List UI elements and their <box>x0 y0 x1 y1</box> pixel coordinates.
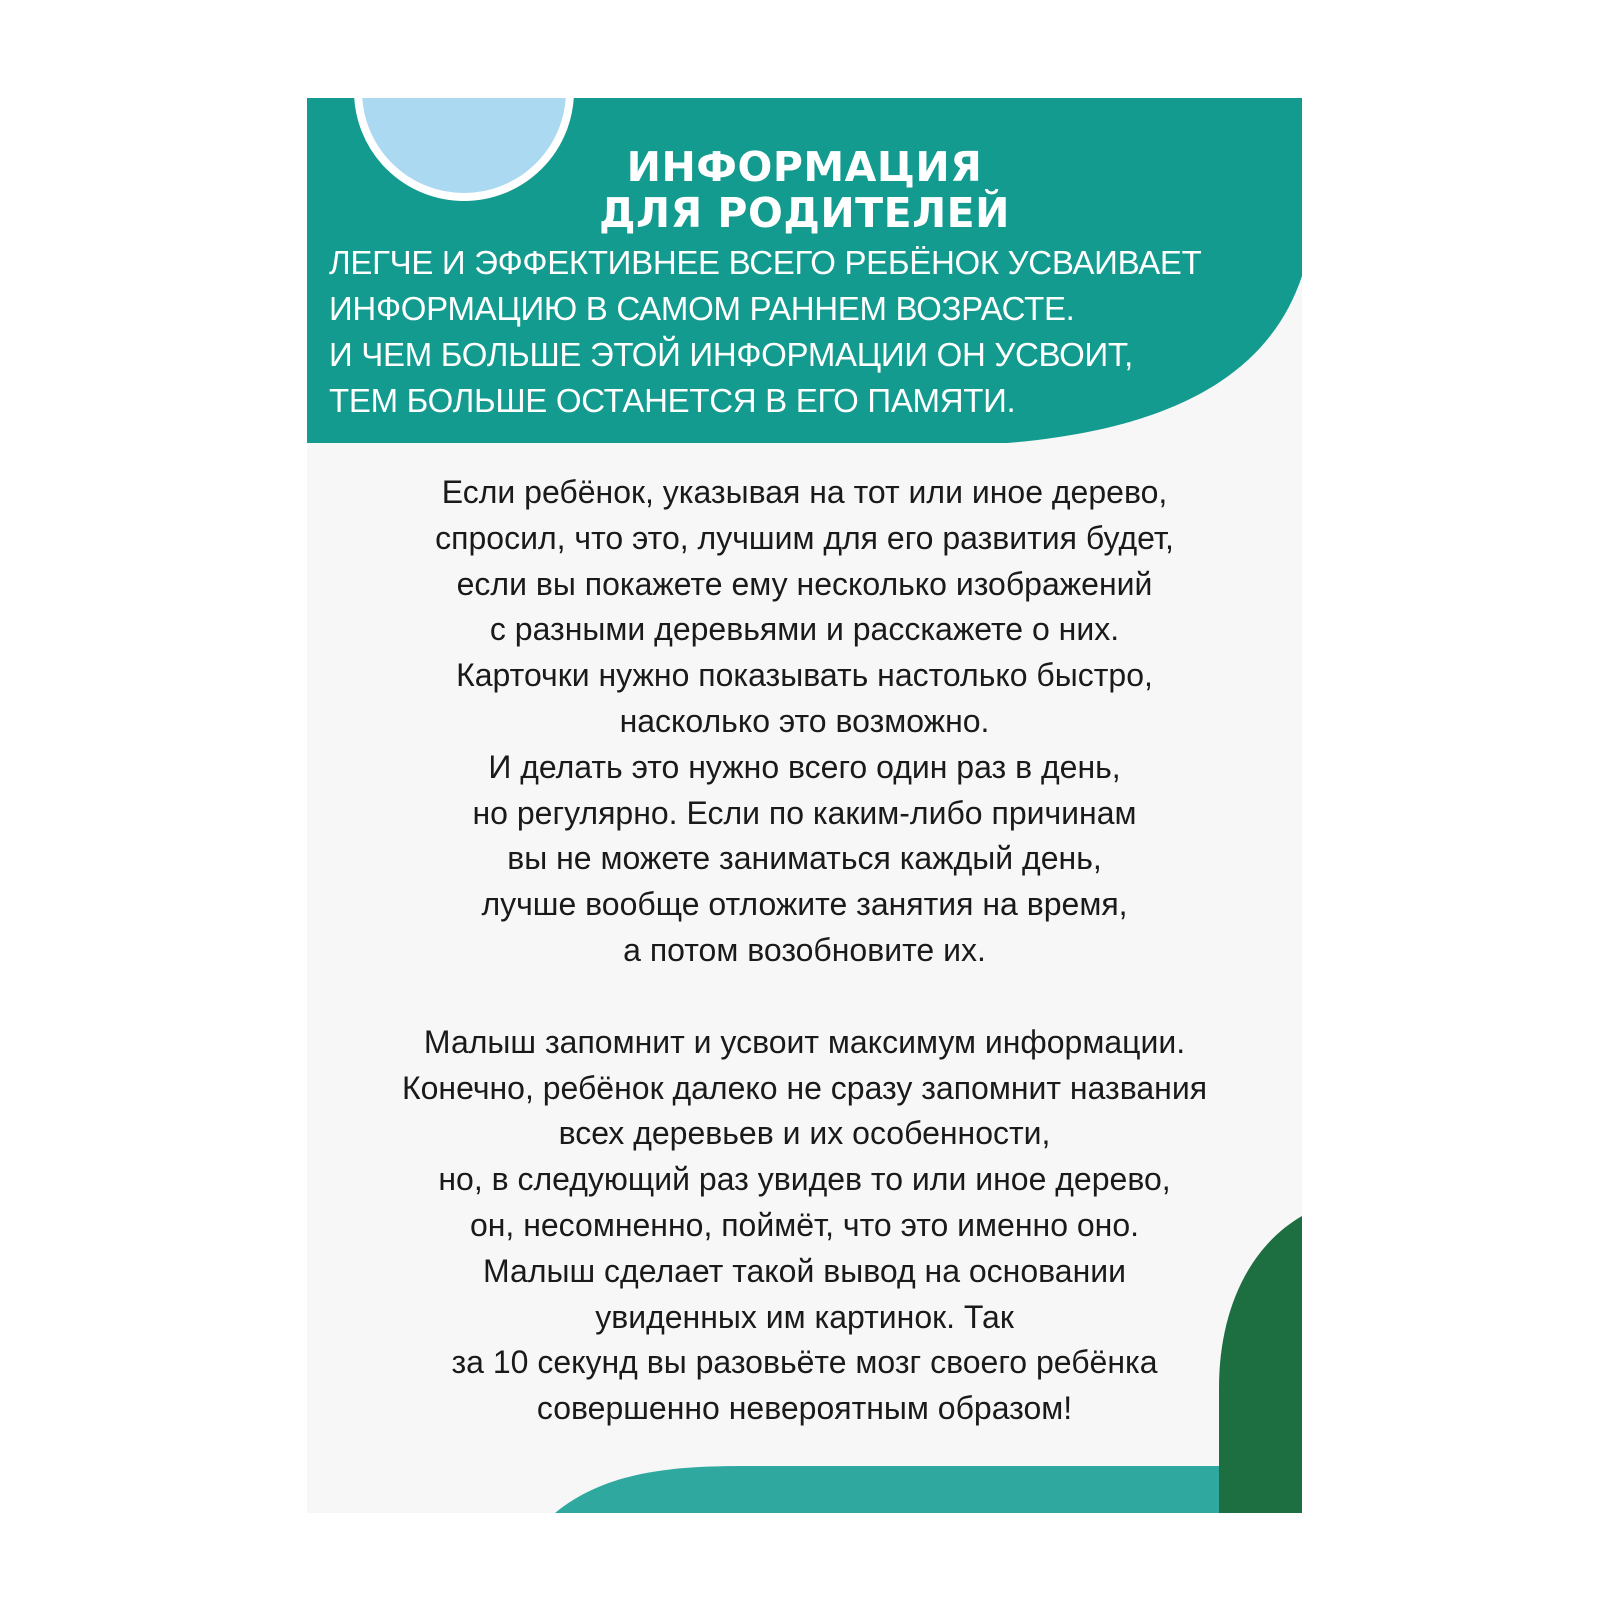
body-line: спросил, что это, лучшим для его развития будет, <box>435 519 1174 556</box>
body-line: Карточки нужно показывать настолько быстро, <box>456 657 1153 694</box>
body-text <box>307 470 1302 1432</box>
title-line: ИНФОРМАЦИЯ <box>626 143 983 191</box>
title-line: ДЛЯ РОДИТЕЛЕЙ <box>599 189 1010 237</box>
body-line: Если ребёнок, указывая на тот или иное дерево, <box>441 474 1168 510</box>
page-title <box>307 144 1302 236</box>
body-line: но, в следующий раз увидев то или иное дерево, <box>438 1161 1171 1198</box>
body-line: Малыш сделает такой вывод на основании <box>483 1252 1126 1289</box>
body-line: увиденных им картинок. Так <box>595 1298 1014 1335</box>
body-line: а потом возобновите их. <box>623 931 986 968</box>
body-line: насколько это возможно. <box>619 702 990 739</box>
body-line: за 10 секунд вы разовьёте мозг своего ребёнка <box>451 1344 1158 1381</box>
body-line: с разными деревьями и расскажете о них. <box>489 611 1120 648</box>
body-line: но регулярно. Если по каким-либо причинам <box>472 794 1137 831</box>
body-line: совершенно невероятным образом! <box>536 1390 1073 1427</box>
body-line: Конечно, ребёнок далеко не сразу запомнит названия <box>401 1069 1208 1106</box>
body-line: если вы покажете ему несколько изображений <box>456 565 1153 602</box>
intro-text <box>329 240 1289 424</box>
body-line: вы не можете заниматься каждый день, <box>507 840 1102 877</box>
intro-line: ЛЕГЧЕ И ЭФФЕКТИВНЕЕ ВСЕГО РЕБЁНОК УСВАИВАЕТ <box>329 244 1202 281</box>
intro-line: И ЧЕМ БОЛЬШЕ ЭТОЙ ИНФОРМАЦИИ ОН УСВОИТ, <box>329 336 1134 373</box>
body-line: он, несомненно, поймёт, что это именно оно. <box>469 1206 1140 1243</box>
intro-line: ТЕМ БОЛЬШЕ ОСТАНЕТСЯ В ЕГО ПАМЯТИ. <box>329 382 1016 419</box>
body-line: лучше вообще отложите занятия на время, <box>481 886 1128 923</box>
intro-line: ИНФОРМАЦИЮ В САМОМ РАННЕМ ВОЗРАСТЕ. <box>329 290 1075 327</box>
paragraph-gap <box>307 974 1302 1020</box>
info-card <box>307 98 1302 1513</box>
bottom-teal-wave <box>555 1466 1302 1513</box>
body-line: всех деревьев и их особенности, <box>558 1115 1051 1152</box>
body-line: И делать это нужно всего один раз в день, <box>488 748 1121 785</box>
body-line: Малыш запомнит и усвоит максимум информации. <box>423 1023 1186 1060</box>
